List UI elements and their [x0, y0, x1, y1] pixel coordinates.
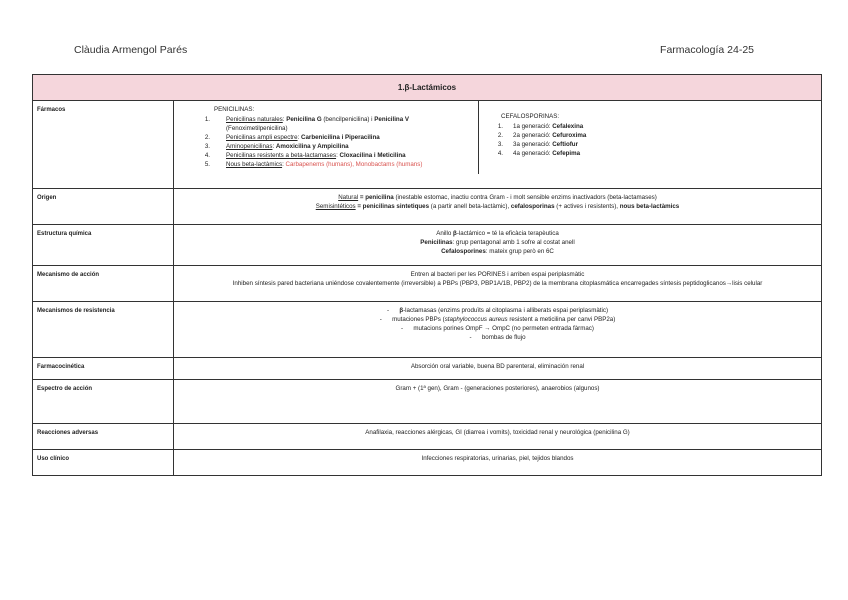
structure-text: -lactámico = té la eficàcia terapèutica [456, 230, 559, 237]
list-item [204, 115, 474, 134]
origin-type: Natural [338, 194, 359, 201]
list-item [497, 122, 586, 132]
drug-name: Penicilina G [286, 115, 322, 123]
mechanism-text: Entren al bacteri per les PORINES i arriben espai periplasmàtic [410, 271, 585, 278]
list-number: 4. [204, 151, 210, 159]
farmacos-content [174, 101, 822, 189]
separator: : [282, 115, 287, 123]
resistance-text: -lactamasas (enzims produïts al citoplasma i alliberats espai periplasmàtic) [403, 307, 609, 314]
drug-name: Amoxicilina y Ampicilina [275, 142, 349, 150]
farmacocinetica-content: Absorción oral variable, buena BD parenteral, eliminación renal [174, 358, 822, 380]
origin-note: (a partir anell beta-lactàmic), [429, 202, 511, 210]
drug-name: Carbapenems (humans), Monobactams (humans) [285, 160, 423, 168]
list-number: 3. [497, 140, 503, 148]
separator: : [272, 142, 276, 150]
label-mecanismo: Mecanismo de acción [33, 266, 174, 302]
espectro-content: Gram + (1ª gen), Gram - (generaciones posteriores), anaerobios (algunos) [174, 380, 822, 424]
title-row [33, 75, 822, 101]
structure-term: Cefalosporines [441, 247, 486, 255]
drug-name: Cefuroxima [552, 131, 587, 139]
list-number: 1. [497, 122, 503, 130]
structure-text: Anillo [436, 230, 454, 237]
row-farmacocinetica [33, 358, 822, 380]
drug-note: (Fenoximetilpenicilina) [226, 124, 288, 132]
drug-name: Cloxacilina i Meticilina [339, 151, 406, 159]
drug-name: Cefepima [552, 149, 581, 157]
uso-content: Infecciones respiratorias, urinarias, piel, tejidos blandos [174, 450, 822, 476]
table-title: 1.β-Lactámicos [33, 75, 822, 101]
drug-category: Penicilinas resistents a beta-lactamases [226, 151, 337, 159]
drug-name: Ceftiofur [552, 140, 578, 148]
penicilinas-column [174, 101, 479, 174]
separator: : [297, 133, 301, 141]
structure-text: : mateix grup però en 6C [485, 247, 554, 255]
drug-category: Aminopenicilinas [226, 142, 273, 150]
structure-term: Penicilinas [420, 238, 453, 246]
row-resistencia [33, 302, 822, 358]
label-farmacos: Fármacos [33, 101, 174, 189]
row-mecanismo [33, 266, 822, 302]
origen-content [174, 189, 822, 225]
separator: : [282, 160, 286, 168]
label-espectro: Espectro de acción [33, 380, 174, 424]
author-name: Clàudia Armengol Parés [74, 44, 188, 56]
drug-category: Nous beta-lactàmics [226, 160, 283, 168]
list-number: 2. [497, 131, 503, 139]
resistance-text: mutacions porines OmpF → OmpC (no permeten entrada fàrmac) [413, 324, 594, 332]
mechanism-text: Inhiben síntesis pared bacteriana uniéndose covalentemente (irreversible) a PBPs (PBP3, PBP1A/1B, PBP2) de la membrana citoplasmática encarregades síntesis peptidoglicanos→lisis celular [232, 279, 763, 287]
row-farmacos [33, 101, 822, 189]
label-origen: Origen [33, 189, 174, 225]
mecanismo-content [174, 266, 822, 302]
estructura-content [174, 225, 822, 266]
list-number: 4. [497, 149, 503, 157]
resistance-text: bombas de flujo [481, 333, 526, 341]
row-espectro [33, 380, 822, 424]
list-item [497, 149, 586, 159]
label-estructura: Estructura química [33, 225, 174, 266]
drug-category: Penicilinas ampli espectre [226, 133, 298, 141]
generation: 2a generació: [513, 131, 553, 139]
row-estructura [33, 225, 822, 266]
list-number: 1. [204, 115, 210, 123]
origin-drug: nous beta-lactàmics [619, 202, 680, 210]
drug-name: Cefalexina [552, 122, 584, 130]
origin-drug: cefalosporinas [510, 202, 555, 210]
label-reacciones: Reacciones adversas [33, 424, 174, 450]
resistance-text: mutaciones PBPs ( [392, 315, 445, 323]
origin-type: Semisintéticos [315, 202, 356, 210]
list-number: 2. [204, 133, 210, 141]
row-origen [33, 189, 822, 225]
list-number: 5. [204, 160, 210, 168]
list-item [204, 133, 474, 143]
reacciones-content: Anafilaxia, reacciones alérgicas, GI (diarrea i vomits), toxicidad renal y neurológica (penicilina G) [174, 424, 822, 450]
list-item [497, 140, 586, 150]
row-uso [33, 450, 822, 476]
drug-note: (bencilpenicilina) i [321, 115, 375, 123]
penicilinas-heading: PENICILINAS: [214, 106, 255, 113]
generation: 1a generació: [513, 122, 553, 130]
label-farmacocinetica: Farmacocinética [33, 358, 174, 380]
label-uso: Uso clínico [33, 450, 174, 476]
separator: : [336, 151, 340, 159]
generation: 4a generació: [513, 149, 553, 157]
drug-name: Penicilina V [374, 115, 409, 123]
list-number: 3. [204, 142, 210, 150]
list-item [204, 151, 474, 161]
list-item [497, 131, 587, 141]
row-reacciones [33, 424, 822, 450]
cefalosporinas-list [497, 122, 587, 159]
origin-note: (+ actives i resistents), [554, 202, 620, 210]
penicilinas-list [204, 115, 474, 170]
generation: 3a generació: [513, 140, 553, 148]
origin-note: (inestable estomac, inactiu contra Gram - i molt sensible enzims inactivadors (beta-lactamases) [393, 194, 657, 201]
structure-text: : grup pentagonal amb 1 sofre al costat anell [452, 238, 575, 246]
resistance-text: resistent a meticilina per canvi PBP2a) [507, 315, 616, 323]
drug-name: Carbenicilina i Piperacilina [301, 133, 380, 141]
drug-category: Penicilinas naturales [226, 115, 283, 123]
species-name: staphylococcus aureus [444, 315, 508, 323]
origin-drug: = penicilinas sintetiques [355, 202, 430, 210]
resistencia-content: - β-lactamasas (enzims produïts al citoplasma i alliberats espai periplasmàtic) - mutaciones PBPs (staphylococcus aureus resistent a meticilina per canvi PBP2a) - mutacions porines OmpF → OmpC (no permeten entrada fàrmac) - bombas de flujo [174, 302, 822, 358]
beta-symbol: β [453, 230, 457, 237]
beta-symbol: β [399, 307, 404, 314]
beta-lactam-table [32, 74, 822, 476]
cefalosporinas-heading: CEFALOSPORINAS: [501, 113, 560, 120]
origin-drug: = penicilina [358, 194, 394, 201]
course-title: Farmacología 24-25 [660, 44, 754, 56]
label-resistencia: Mecanismos de resistencia [33, 302, 174, 358]
list-item [204, 160, 474, 170]
list-item [204, 142, 474, 152]
cefalosporinas-column [479, 101, 590, 174]
